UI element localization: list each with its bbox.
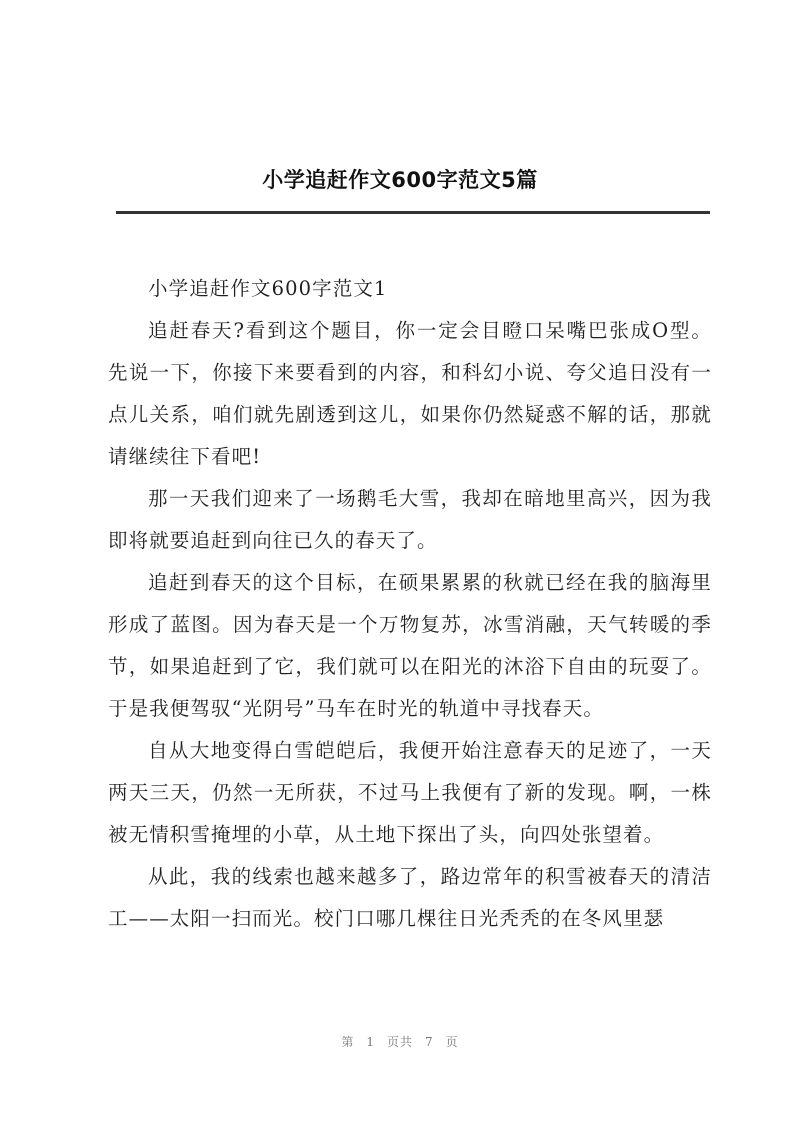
paragraph: 追赶春天?看到这个题目，你一定会目瞪口呆嘴巴张成O型。先说一下，你接下来要看到的内容，和科幻小说、夸父追日没有一点儿关系，咱们就先剧透到这儿，如果你仍然疑惑不解的话，那就请继续往下看吧! [108,319,712,468]
total-pages-number: 7 [425,1035,434,1049]
paragraph: 那一天我们迎来了一场鹅毛大雪，我却在暗地里高兴，因为我即将就要追赶到向往已久的春天了。 [108,487,712,552]
page-label-suffix: 页 [445,1035,459,1049]
paragraph: 从此，我的线索也越来越多了，路边常年的积雪被春天的清洁工——太阳一扫而光。校门口哪几棵往日光秃秃的在冬风里瑟 [108,865,712,930]
document-title: 小学追赶作文600字范文5篇 [262,168,538,192]
paragraph: 追赶到春天的这个目标，在硕果累累的秋就已经在我的脑海里形成了蓝图。因为春天是一个万物复苏，冰雪消融，天气转暖的季节，如果追赶到了它，我们就可以在阳光的沐浴下自由的玩耍了。于是我便驾驭“光阴号”马车在时光的轨道中寻找春天。 [108,571,712,720]
page-label-mid: 页共 [386,1035,413,1049]
page-label-prefix: 第 [341,1035,355,1049]
document-body [108,268,712,940]
current-page-number: 1 [366,1035,375,1049]
title-divider [116,211,710,214]
section-heading: 小学追赶作文600字范文1 [148,277,388,300]
page-footer [0,1033,800,1050]
paragraph: 自从大地变得白雪皑皑后，我便开始注意春天的足迹了，一天两天三天，仍然一无所获，不过马上我便有了新的发现。啊，一株被无情积雪掩埋的小草，从土地下探出了头，向四处张望着。 [108,739,712,846]
